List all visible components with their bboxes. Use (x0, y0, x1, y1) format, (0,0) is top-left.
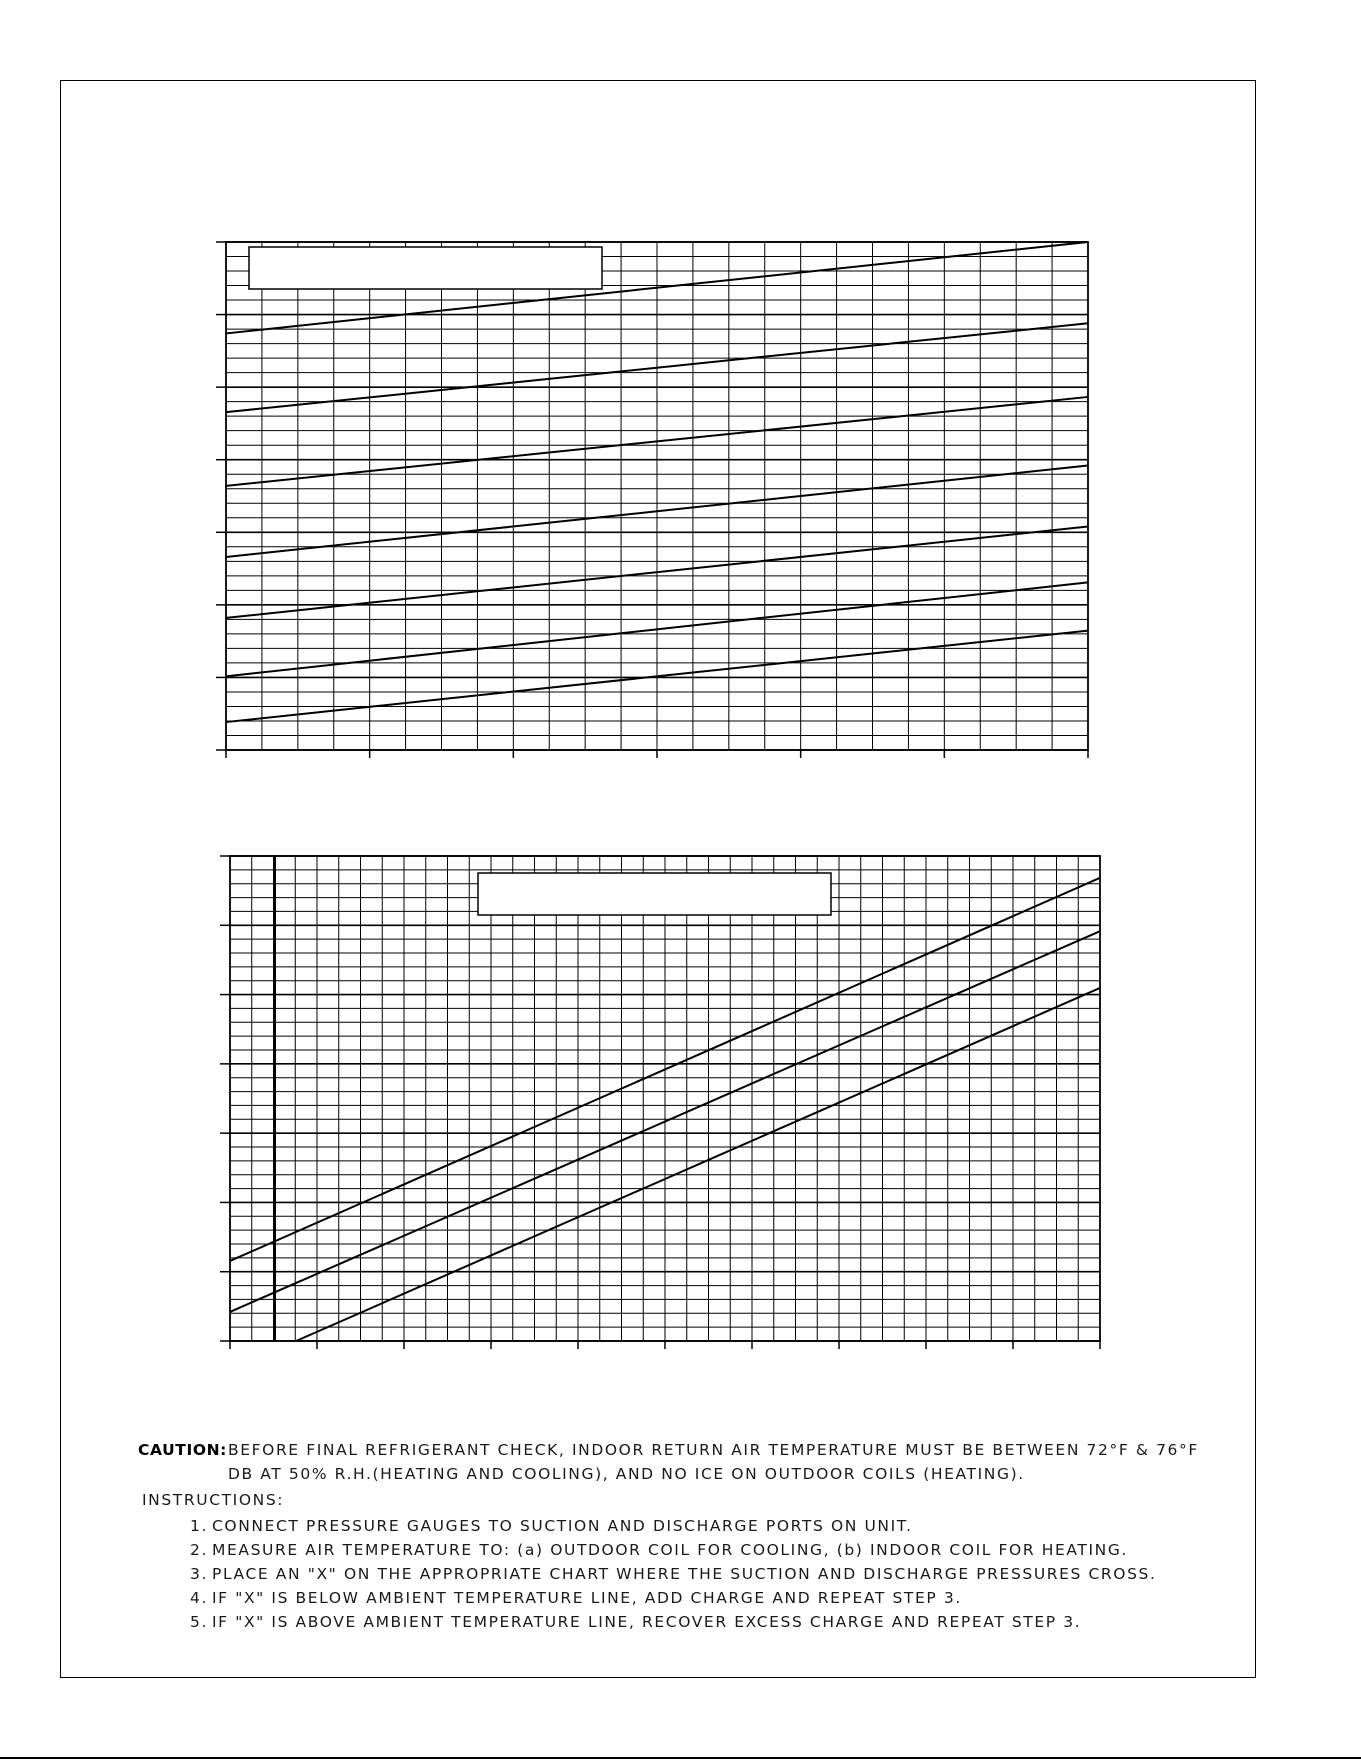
temperature-line (296, 988, 1100, 1341)
instruction-step (190, 1610, 1218, 1634)
instructions-heading: INSTRUCTIONS: (142, 1491, 285, 1509)
step-number: 5. (190, 1613, 208, 1631)
chart-title-box (478, 873, 831, 915)
caution-line-2: DB AT 50% R.H.(HEATING AND COOLING), AND NO ICE ON OUTDOOR COILS (HEATING). (228, 1465, 1025, 1483)
caution-label: CAUTION: (138, 1441, 227, 1459)
instructions-panel (138, 1438, 1218, 1634)
instruction-step (190, 1562, 1218, 1586)
step-number: 2. (190, 1541, 208, 1559)
page-bottom-rule (0, 1757, 1361, 1759)
instruction-step (190, 1538, 1218, 1562)
step-text: IF "X" IS BELOW AMBIENT TEMPERATURE LINE, ADD CHARGE AND REPEAT STEP 3. (212, 1589, 962, 1607)
instruction-step (190, 1514, 1218, 1538)
step-number: 1. (190, 1517, 208, 1535)
instruction-step (190, 1586, 1218, 1610)
caution-block (138, 1438, 1218, 1486)
caution-text (228, 1438, 1218, 1486)
step-text: CONNECT PRESSURE GAUGES TO SUCTION AND DISCHARGE PORTS ON UNIT. (212, 1517, 913, 1535)
step-text: PLACE AN "X" ON THE APPROPRIATE CHART WHERE THE SUCTION AND DISCHARGE PRESSURES CROSS. (212, 1565, 1157, 1583)
step-number: 4. (190, 1589, 208, 1607)
instructions-list (190, 1514, 1218, 1634)
step-number: 3. (190, 1565, 208, 1583)
step-text: IF "X" IS ABOVE AMBIENT TEMPERATURE LINE, RECOVER EXCESS CHARGE AND REPEAT STEP 3. (212, 1613, 1082, 1631)
caution-line-1: BEFORE FINAL REFRIGERANT CHECK, INDOOR RETURN AIR TEMPERATURE MUST BE BETWEEN 72°F & 76°F (228, 1441, 1199, 1459)
step-text: MEASURE AIR TEMPERATURE TO: (a) OUTDOOR COIL FOR COOLING, (b) INDOOR COIL FOR HEATING. (212, 1541, 1128, 1559)
